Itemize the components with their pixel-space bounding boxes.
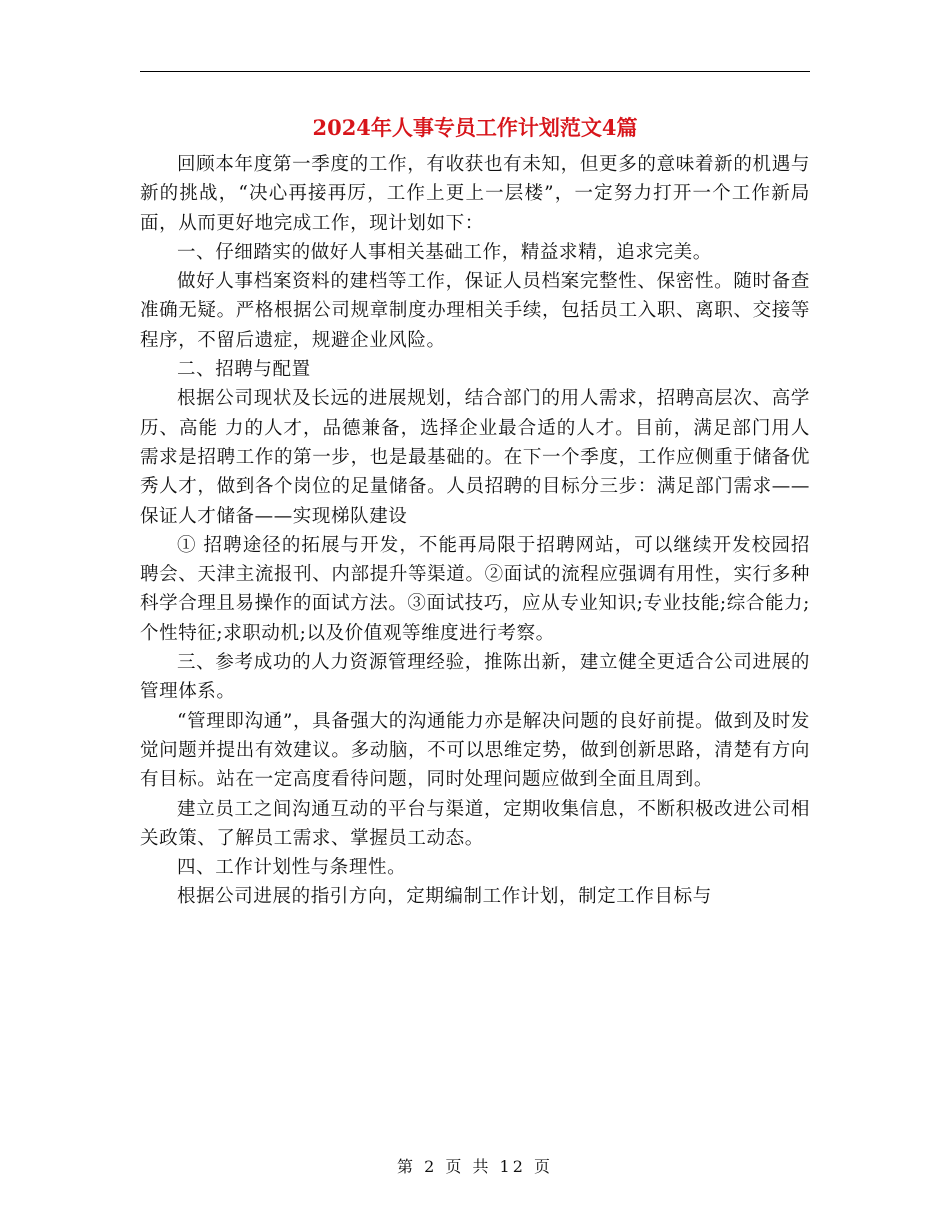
- paragraph: 建立员工之间沟通互动的平台与渠道，定期收集信息，不断积极改进公司相关政策、了解员工需求、掌握员工动态。: [140, 798, 810, 849]
- paragraph: 回顾本年度第一季度的工作，有收获也有未知，但更多的意味着新的机遇与新的挑战，“决心再接再厉，工作上更上一层楼”，一定努力打开一个工作新局面，从而更好地完成工作，现计划如下：: [140, 154, 810, 234]
- document-body: [140, 150, 810, 912]
- paragraph: “管理即沟通”，具备强大的沟通能力亦是解决问题的良好前提。做到及时发觉问题并提出有效建议。多动脑，不可以思维定势，做到创新思路，清楚有方向有目标。站在一定高度看待问题，同时处理问题应做到全面且周到。: [140, 710, 810, 791]
- section-heading: 四、工作计划性与条理性。: [177, 857, 407, 879]
- document-title: 2024年人事专员工作计划范文4篇: [312, 115, 638, 140]
- header-rule: [140, 71, 810, 72]
- paragraph: 根据公司进展的指引方向，定期编制工作计划，制定工作目标与: [177, 886, 712, 908]
- section-heading: 一、仔细踏实的做好人事相关基础工作，精益求精，追求完美。: [177, 241, 712, 263]
- paragraph: ① 招聘途径的拓展与开发，不能再局限于招聘网站，可以继续开发校园招聘会、天津主流报刊、内部提升等渠道。②面试的流程应强调有用性，实行多种科学合理且易操作的面试方法。③面试技巧，应从专业知识;专业技能;综合能力;个性特征;求职动机;以及价值观等维度进行考察。: [140, 534, 810, 644]
- page-number: 第 2 页 共 12 页: [397, 1157, 553, 1176]
- paragraph: 根据公司现状及长远的进展规划，结合部门的用人需求，招聘高层次、高学历、高能 力的人才，品德兼备，选择企业最合适的人才。目前，满足部门用人需求是招聘工作的第一步，也是最基础的。在下一个季度，工作应侧重于储备优秀人才，做到各个岗位的足量储备。人员招聘的目标分三步：满足部门需求——保证人才储备——实现梯队建设: [140, 388, 810, 527]
- section-heading: 二、招聘与配置: [177, 359, 311, 381]
- paragraph: 做好人事档案资料的建档等工作，保证人员档案完整性、保密性。随时备查 准确无疑。严格根据公司规章制度办理相关手续，包括员工入职、离职、交接等程序，不留后遗症，规避企业风险。: [140, 271, 810, 351]
- section-heading: 三、参考成功的人力资源管理经验，推陈出新，建立健全更适合公司进展的管理体系。: [140, 652, 810, 703]
